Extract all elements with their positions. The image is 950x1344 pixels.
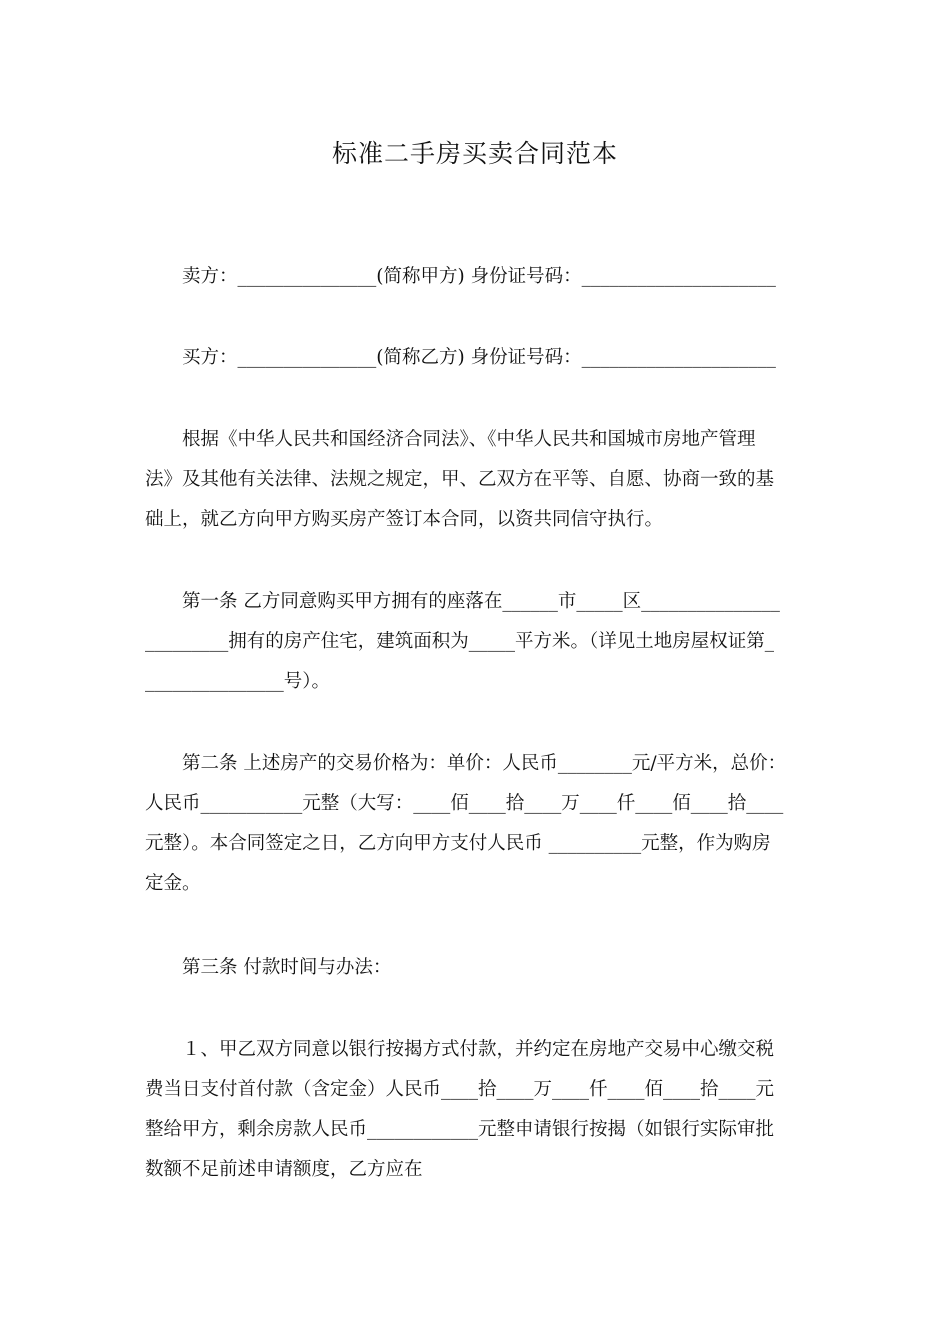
article-1: [145, 582, 805, 702]
article-1-line-2: _________拥有的房产住宅，建筑面积为_____平方米。（详见土地房屋权证第_: [145, 631, 775, 652]
article-2-line-4: 定金。: [145, 873, 201, 894]
buyer-line-text: 买方：_______________(简称乙方) 身份证号码：_____________________: [182, 347, 776, 368]
article-3-heading: 第三条 付款时间与办法：: [182, 957, 392, 978]
article-1-line-3: _______________号）。: [145, 671, 331, 692]
clause-1-line-1: １、甲乙双方同意以银行按揭方式付款，并约定在房地产交易中心缴交税: [182, 1039, 775, 1060]
seller-line: [145, 257, 805, 297]
clause-1-line-3: 整给甲方，剩余房款人民币____________元整申请银行按揭（如银行实际审批: [145, 1119, 775, 1140]
preamble-line-3: 础上，就乙方向甲方购买房产签订本合同，以资共同信守执行。: [145, 509, 664, 530]
seller-line-text: 卖方：_______________(简称甲方) 身份证号码：_____________________: [182, 266, 776, 287]
preamble-line-1: 根据《中华人民共和国经济合同法》、《中华人民共和国城市房地产管理: [182, 429, 756, 450]
preamble-line-2: 法》及其他有关法律、法规之规定，甲、乙双方在平等、自愿、协商一致的基: [145, 469, 775, 490]
article-3: [145, 948, 805, 988]
article-1-line-1: 第一条 乙方同意购买甲方拥有的座落在______市_____区_______________: [182, 591, 780, 612]
buyer-line: [145, 338, 805, 378]
clause-1-line-2: 费当日支付首付款（含定金）人民币____拾____万____仟____佰____拾____元: [145, 1079, 775, 1100]
document-title: 标准二手房买卖合同范本: [331, 139, 618, 168]
article-2-line-1: 第二条 上述房产的交易价格为：单价：人民币________元/平方米，总价：: [182, 753, 787, 774]
article-2: [145, 744, 805, 904]
article-2-line-2: 人民币___________元整（大写：____佰____拾____万____仟____佰____拾____: [145, 793, 784, 814]
preamble-paragraph: [145, 420, 805, 540]
clause-1: [145, 1030, 805, 1190]
clause-1-line-4: 数额不足前述申请额度，乙方应在: [145, 1159, 423, 1180]
article-2-line-3: 元整）。本合同签定之日，乙方向甲方支付人民币 __________元整，作为购房: [145, 833, 771, 854]
